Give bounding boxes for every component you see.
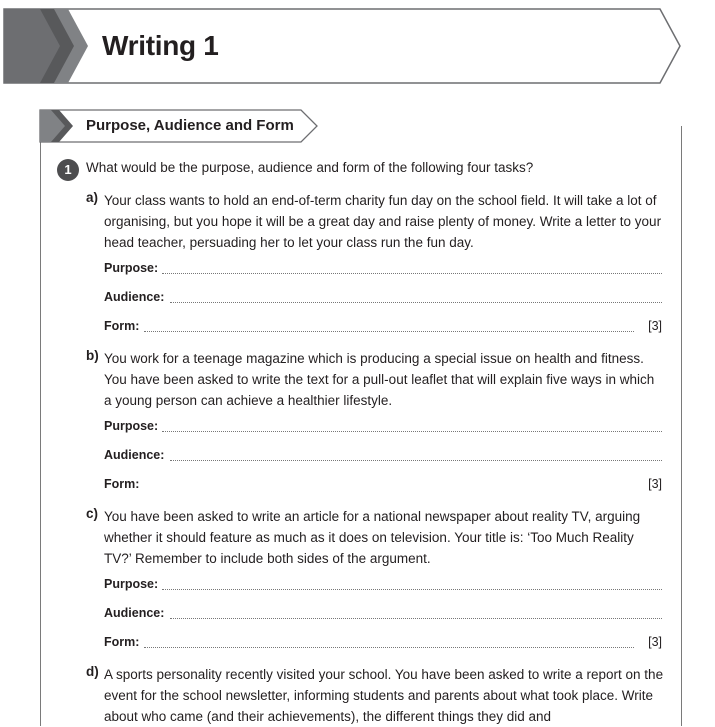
- page-title: Writing 1: [102, 30, 219, 61]
- form-label: Form:: [104, 477, 143, 491]
- purpose-label: Purpose:: [104, 261, 162, 275]
- task-text: Your class wants to hold an end-of-term charity fun day on the school field. It will take a lot of organising, but you hope it will be a great day and raise plenty of money. Write a letter to your head teacher, persuading her to let your class run the fun day.: [104, 193, 662, 250]
- dotted-line: [170, 460, 662, 461]
- question-number-badge: 1: [57, 159, 79, 181]
- form-label: Form:: [104, 635, 143, 649]
- purpose-label: Purpose:: [104, 577, 162, 591]
- dotted-line: [144, 647, 634, 648]
- task-text: You have been asked to write an article for a national newspaper about reality TV, arguing whether it should feature as much as it does on television. Your title is: ‘Too Much Reality TV?’ Remember to include both sides of the argument.: [104, 509, 641, 566]
- task-letter: b): [86, 348, 99, 363]
- dotted-line: [162, 273, 662, 274]
- question-text: What would be the purpose, audience and form of the following four tasks?: [86, 160, 534, 175]
- dotted-line: [170, 618, 662, 619]
- dotted-line: [162, 431, 662, 432]
- marks: [3]: [642, 635, 662, 649]
- task-text: You work for a teenage magazine which is producing a special issue on health and fitness. You have been asked to write the text for a pull-out leaflet that will explain five ways in which a young person can achieve a healthier lifestyle.: [104, 351, 655, 408]
- audience-answer-line[interactable]: [104, 448, 662, 466]
- section-title: Purpose, Audience and Form: [86, 117, 294, 134]
- task-letter: a): [86, 190, 99, 205]
- form-label: Form:: [104, 319, 143, 333]
- audience-label: Audience:: [104, 448, 168, 462]
- marks: [3]: [642, 319, 662, 333]
- form-answer-line[interactable]: [104, 319, 662, 337]
- dotted-line: [170, 302, 662, 303]
- purpose-answer-line[interactable]: [104, 419, 662, 437]
- audience-label: Audience:: [104, 606, 168, 620]
- purpose-label: Purpose:: [104, 419, 162, 433]
- dotted-line: [144, 331, 634, 332]
- form-answer-line[interactable]: [104, 635, 662, 653]
- marks: [3]: [642, 477, 662, 491]
- dotted-line: [162, 589, 662, 590]
- audience-answer-line[interactable]: [104, 290, 662, 308]
- purpose-answer-line[interactable]: [104, 577, 662, 595]
- task-text: A sports personality recently visited your school. You have been asked to write a report on the event for the school newsletter, informing students and parents about what took place. Write about who came (and their achievements), the different things they did and: [104, 667, 664, 724]
- purpose-answer-line[interactable]: [104, 261, 662, 279]
- audience-label: Audience:: [104, 290, 168, 304]
- form-answer-line[interactable]: [104, 477, 662, 495]
- audience-answer-line[interactable]: [104, 606, 662, 624]
- task-letter: c): [86, 506, 99, 521]
- task-letter: d): [86, 664, 99, 679]
